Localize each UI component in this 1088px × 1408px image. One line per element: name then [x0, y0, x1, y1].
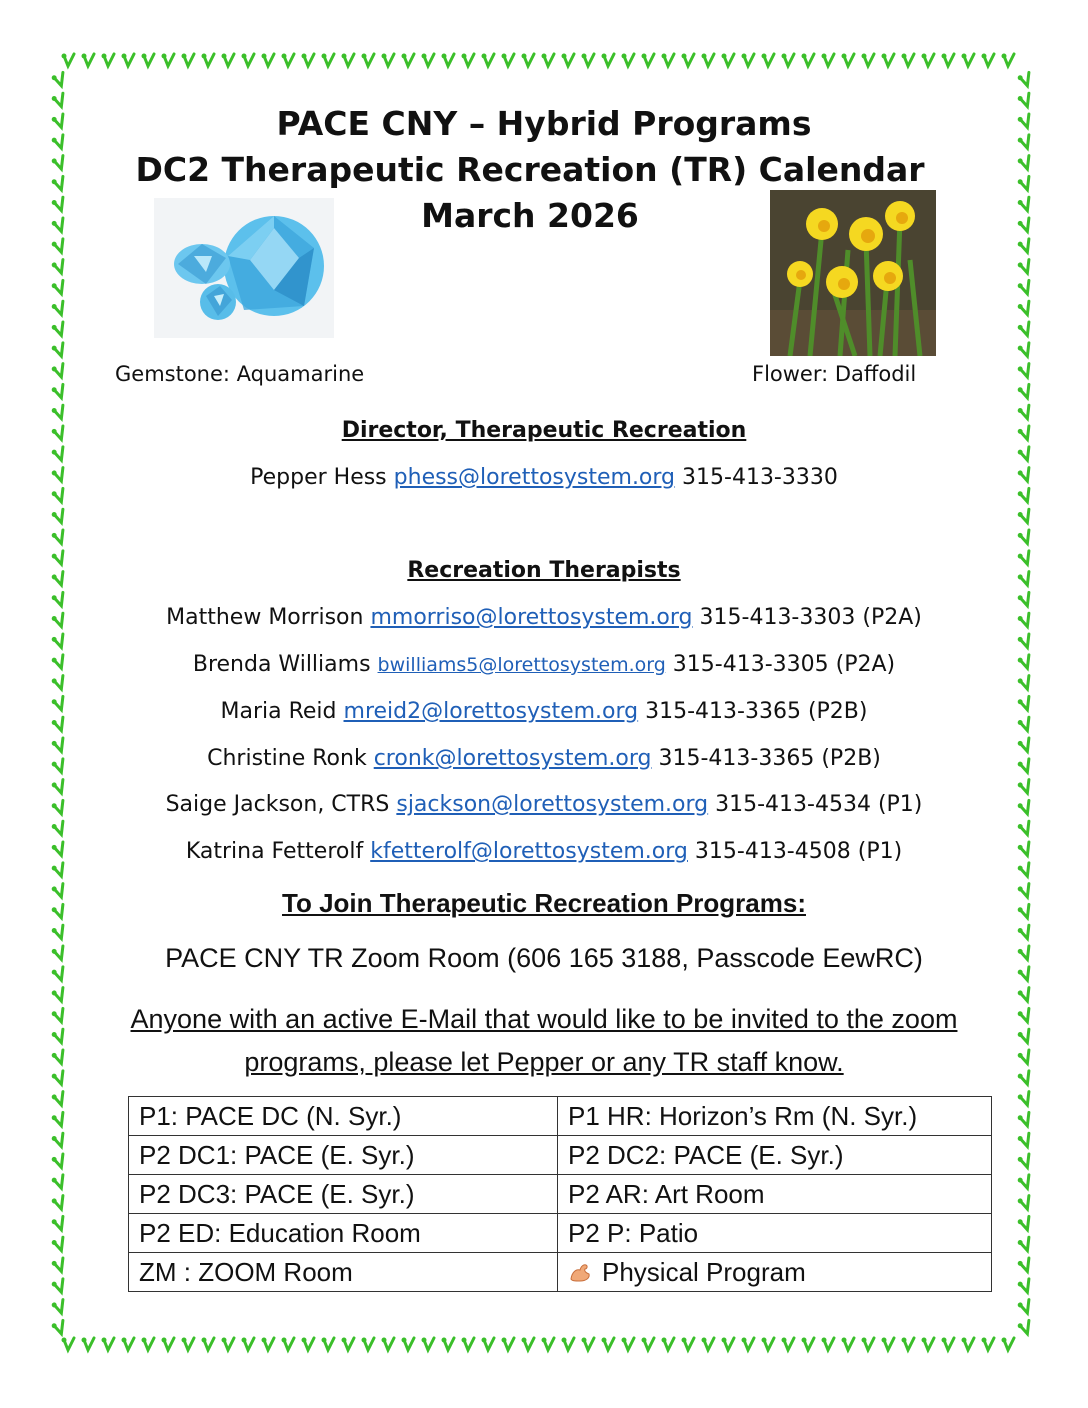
border-leaf: [582, 54, 595, 67]
border-leaf: [602, 54, 615, 67]
table-row: [129, 1214, 992, 1253]
border-leaf: [902, 54, 915, 67]
border-leaf: [51, 1216, 67, 1232]
border-leaf: [182, 1338, 195, 1351]
border-leaf: [51, 925, 67, 941]
border-leaf: [1017, 1112, 1033, 1128]
border-leaf: [922, 54, 935, 67]
border-leaf: [802, 54, 815, 67]
border-leaf: [922, 1338, 935, 1351]
border-leaf: [582, 1338, 595, 1351]
border-leaf: [802, 1338, 815, 1351]
title-calendar: DC2 Therapeutic Recreation (TR) Calendar: [135, 150, 925, 189]
border-leaf: [382, 54, 395, 67]
border-leaf: [742, 1338, 755, 1351]
border-leaf: [1017, 363, 1033, 379]
therapist-email-link[interactable]: mreid2@lorettosystem.org: [343, 699, 639, 724]
border-leaf: [1017, 1278, 1033, 1294]
therapist-row: [0, 839, 1088, 864]
border-leaf: [51, 1091, 67, 1107]
border-leaf: [202, 54, 215, 67]
border-leaf: [1017, 488, 1033, 504]
border-leaf: [862, 54, 875, 67]
border-leaf: [1017, 821, 1033, 837]
border-leaf: [522, 54, 535, 67]
border-leaf: [51, 1195, 67, 1211]
border-leaf: [1017, 1299, 1033, 1315]
border-leaf: [1017, 322, 1033, 338]
border-leaf: [51, 363, 67, 379]
physical-program-label: Physical Program: [602, 1256, 806, 1287]
border-leaf: [402, 1338, 415, 1351]
border-leaf: [82, 1338, 95, 1351]
border-leaf: [242, 54, 255, 67]
border-leaf: [942, 54, 955, 67]
border-leaf: [1017, 1008, 1033, 1024]
border-leaf: [51, 821, 67, 837]
flexed-biceps-icon: [568, 1260, 592, 1284]
border-leaf: [942, 1338, 955, 1351]
border-leaf: [51, 342, 67, 358]
legend-cell: P1 HR: Horizon’s Rm (N. Syr.): [558, 1097, 992, 1136]
border-leaf: [262, 1338, 275, 1351]
border-leaf: [51, 862, 67, 878]
therapist-name: Saige Jackson, CTRS: [165, 792, 390, 817]
border-leaf: [51, 1299, 67, 1315]
border-leaf: [362, 1338, 375, 1351]
therapist-name: Matthew Morrison: [166, 605, 364, 630]
border-leaf: [1017, 1195, 1033, 1211]
border-leaf: [1017, 72, 1033, 88]
border-leaf: [1017, 862, 1033, 878]
legend-cell: P1: PACE DC (N. Syr.): [129, 1097, 558, 1136]
legend-cell: P2 ED: Education Room: [129, 1214, 558, 1253]
border-leaf: [51, 384, 67, 400]
border-leaf: [1017, 675, 1033, 691]
border-leaf: [1017, 301, 1033, 317]
border-leaf: [902, 1338, 915, 1351]
border-leaf: [342, 1338, 355, 1351]
border-leaf: [1017, 1216, 1033, 1232]
location-legend-table: [128, 1096, 992, 1292]
border-leaf: [762, 1338, 775, 1351]
table-row: [129, 1136, 992, 1175]
border-leaf: [1017, 1133, 1033, 1149]
border-leaf: [422, 1338, 435, 1351]
border-leaf: [882, 54, 895, 67]
border-leaf: [1017, 238, 1033, 254]
border-leaf: [51, 1237, 67, 1253]
border-leaf: [51, 1112, 67, 1128]
legend-cell: [558, 1253, 992, 1292]
border-leaf: [962, 1338, 975, 1351]
border-leaf: [51, 1154, 67, 1170]
therapist-name: Maria Reid: [220, 699, 337, 724]
table-row: [129, 1175, 992, 1214]
therapist-name: Brenda Williams: [192, 652, 371, 677]
zoom-room-info: PACE CNY TR Zoom Room (606 165 3188, Passcode EewRC): [165, 943, 923, 973]
border-leaf: [242, 1338, 255, 1351]
border-leaf: [162, 1338, 175, 1351]
border-leaf: [1017, 1320, 1033, 1336]
director-email-link[interactable]: phess@lorettosystem.org: [393, 465, 676, 490]
border-leaf: [82, 54, 95, 67]
join-heading: To Join Therapeutic Recreation Programs:: [282, 888, 806, 918]
border-leaf: [51, 322, 67, 338]
border-leaf: [702, 1338, 715, 1351]
therapist-name: Katrina Fetterolf: [185, 839, 364, 864]
therapist-info: 315-413-4534 (P1): [715, 792, 923, 817]
border-leaf: [962, 54, 975, 67]
border-leaf: [882, 1338, 895, 1351]
therapist-row: [0, 746, 1088, 771]
border-leaf: [1017, 925, 1033, 941]
therapist-email-link[interactable]: bwilliams5@lorettosystem.org: [377, 654, 666, 676]
border-leaf: [1017, 634, 1033, 650]
border-leaf: [562, 54, 575, 67]
border-leaf: [51, 72, 67, 88]
border-leaf: [462, 1338, 475, 1351]
border-leaf: [102, 54, 115, 67]
director-line: [0, 465, 1088, 490]
border-leaf: [202, 1338, 215, 1351]
border-leaf: [51, 1174, 67, 1190]
border-leaf: [51, 1320, 67, 1336]
invite-note: Anyone with an active E-Mail that would like to be invited to the zoom programs, please let Pepper or any TR staff know.: [130, 1004, 958, 1077]
therapist-info: 315-413-4508 (P1): [694, 839, 903, 864]
therapist-email-link[interactable]: sjackson@lorettosystem.org: [396, 792, 709, 817]
border-leaf: [722, 54, 735, 67]
border-leaf: [1017, 1237, 1033, 1253]
border-leaf: [722, 1338, 735, 1351]
therapist-info: 315-413-3303 (P2A): [699, 605, 922, 630]
border-leaf: [702, 54, 715, 67]
border-leaf: [762, 54, 775, 67]
border-leaf: [342, 54, 355, 67]
border-leaf: [982, 1338, 995, 1351]
therapist-email-link[interactable]: mmorriso@lorettosystem.org: [370, 605, 693, 630]
border-leaf: [462, 54, 475, 67]
border-leaf: [51, 446, 67, 462]
border-leaf: [1017, 509, 1033, 525]
border-leaf: [842, 54, 855, 67]
border-leaf: [51, 530, 67, 546]
table-row: [129, 1253, 992, 1292]
border-leaf: [422, 54, 435, 67]
border-leaf: [262, 54, 275, 67]
border-leaf: [842, 1338, 855, 1351]
border-leaf: [1017, 1091, 1033, 1107]
table-row: [129, 1097, 992, 1136]
border-leaf: [51, 1070, 67, 1086]
director-phone: 315-413-3330: [682, 465, 838, 490]
border-leaf: [742, 54, 755, 67]
border-leaf: [51, 280, 67, 296]
border-leaf: [782, 54, 795, 67]
border-leaf: [51, 488, 67, 504]
therapist-row: [0, 652, 1088, 677]
border-leaf: [542, 54, 555, 67]
border-leaf: [1017, 384, 1033, 400]
border-leaf: [662, 54, 675, 67]
border-leaf: [1017, 1070, 1033, 1086]
border-leaf: [51, 634, 67, 650]
border-leaf: [51, 238, 67, 254]
border-leaf: [862, 1338, 875, 1351]
therapist-info: 315-413-3305 (P2A): [672, 652, 896, 677]
border-leaf: [282, 54, 295, 67]
border-leaf: [51, 509, 67, 525]
border-leaf: [1002, 1338, 1015, 1351]
border-leaf: [51, 987, 67, 1003]
border-leaf: [402, 54, 415, 67]
border-leaf: [502, 1338, 515, 1351]
border-leaf: [1017, 530, 1033, 546]
therapists-heading: Recreation Therapists: [407, 558, 681, 583]
border-leaf: [182, 54, 195, 67]
border-leaf: [542, 1338, 555, 1351]
border-leaf: [642, 54, 655, 67]
flower-caption: Flower: Daffodil: [752, 362, 917, 386]
border-leaf: [562, 1338, 575, 1351]
border-leaf: [302, 1338, 315, 1351]
border-leaf: [1017, 1029, 1033, 1045]
border-leaf: [51, 1008, 67, 1024]
border-leaf: [822, 54, 835, 67]
legend-cell: P2 P: Patio: [558, 1214, 992, 1253]
border-leaf: [782, 1338, 795, 1351]
legend-cell: P2 DC3: PACE (E. Syr.): [129, 1175, 558, 1214]
gemstone-caption: Gemstone: Aquamarine: [115, 362, 365, 386]
therapist-row: [0, 699, 1088, 724]
therapist-email-link[interactable]: cronk@lorettosystem.org: [373, 746, 652, 771]
border-leaf: [51, 1278, 67, 1294]
daffodil-flower-image: [770, 190, 936, 356]
therapist-name: Christine Ronk: [207, 746, 367, 771]
aquamarine-gemstone-image: [154, 198, 334, 338]
border-leaf: [51, 1050, 67, 1066]
therapist-info: 315-413-3365 (P2B): [658, 746, 881, 771]
border-leaf: [51, 675, 67, 691]
title-program: PACE CNY – Hybrid Programs: [276, 104, 812, 143]
border-leaf: [1002, 54, 1015, 67]
border-leaf: [162, 54, 175, 67]
title-month: March 2026: [421, 196, 639, 235]
border-leaf: [1017, 987, 1033, 1003]
therapist-email-link[interactable]: kfetterolf@lorettosystem.org: [370, 839, 688, 864]
border-leaf: [1017, 1050, 1033, 1066]
border-leaf: [62, 1338, 75, 1351]
border-leaf: [1017, 1154, 1033, 1170]
border-leaf: [442, 1338, 455, 1351]
border-leaf: [622, 54, 635, 67]
border-leaf: [442, 54, 455, 67]
border-leaf: [1017, 1174, 1033, 1190]
border-leaf: [662, 1338, 675, 1351]
border-leaf: [222, 54, 235, 67]
border-leaf: [822, 1338, 835, 1351]
border-leaf: [51, 301, 67, 317]
border-leaf: [51, 1133, 67, 1149]
therapist-info: 315-413-3365 (P2B): [645, 699, 868, 724]
legend-cell: ZM : ZOOM Room: [129, 1253, 558, 1292]
border-leaf: [482, 1338, 495, 1351]
border-leaf: [222, 1338, 235, 1351]
border-leaf: [282, 1338, 295, 1351]
border-leaf: [682, 54, 695, 67]
director-name: Pepper Hess: [250, 465, 387, 490]
border-leaf: [302, 54, 315, 67]
legend-cell: P2 DC2: PACE (E. Syr.): [558, 1136, 992, 1175]
border-leaf: [122, 1338, 135, 1351]
legend-cell: P2 DC1: PACE (E. Syr.): [129, 1136, 558, 1175]
therapist-row: [0, 792, 1088, 817]
border-leaf: [982, 54, 995, 67]
border-leaf: [102, 1338, 115, 1351]
legend-cell: P2 AR: Art Room: [558, 1175, 992, 1214]
border-leaf: [1017, 1258, 1033, 1274]
border-leaf: [322, 54, 335, 67]
border-leaf: [482, 54, 495, 67]
border-leaf: [602, 1338, 615, 1351]
border-leaf: [502, 54, 515, 67]
border-leaf: [51, 259, 67, 275]
border-leaf: [142, 54, 155, 67]
border-leaf: [682, 1338, 695, 1351]
border-leaf: [1017, 446, 1033, 462]
director-heading: Director, Therapeutic Recreation: [341, 418, 747, 443]
border-leaf: [51, 1258, 67, 1274]
border-leaf: [522, 1338, 535, 1351]
border-leaf: [1017, 342, 1033, 358]
border-leaf: [362, 54, 375, 67]
border-leaf: [1017, 259, 1033, 275]
border-leaf: [122, 54, 135, 67]
therapist-row: [0, 605, 1088, 630]
border-leaf: [51, 1029, 67, 1045]
border-leaf: [62, 54, 75, 67]
border-leaf: [382, 1338, 395, 1351]
border-leaf: [642, 1338, 655, 1351]
border-leaf: [622, 1338, 635, 1351]
border-leaf: [142, 1338, 155, 1351]
border-leaf: [1017, 280, 1033, 296]
border-leaf: [322, 1338, 335, 1351]
